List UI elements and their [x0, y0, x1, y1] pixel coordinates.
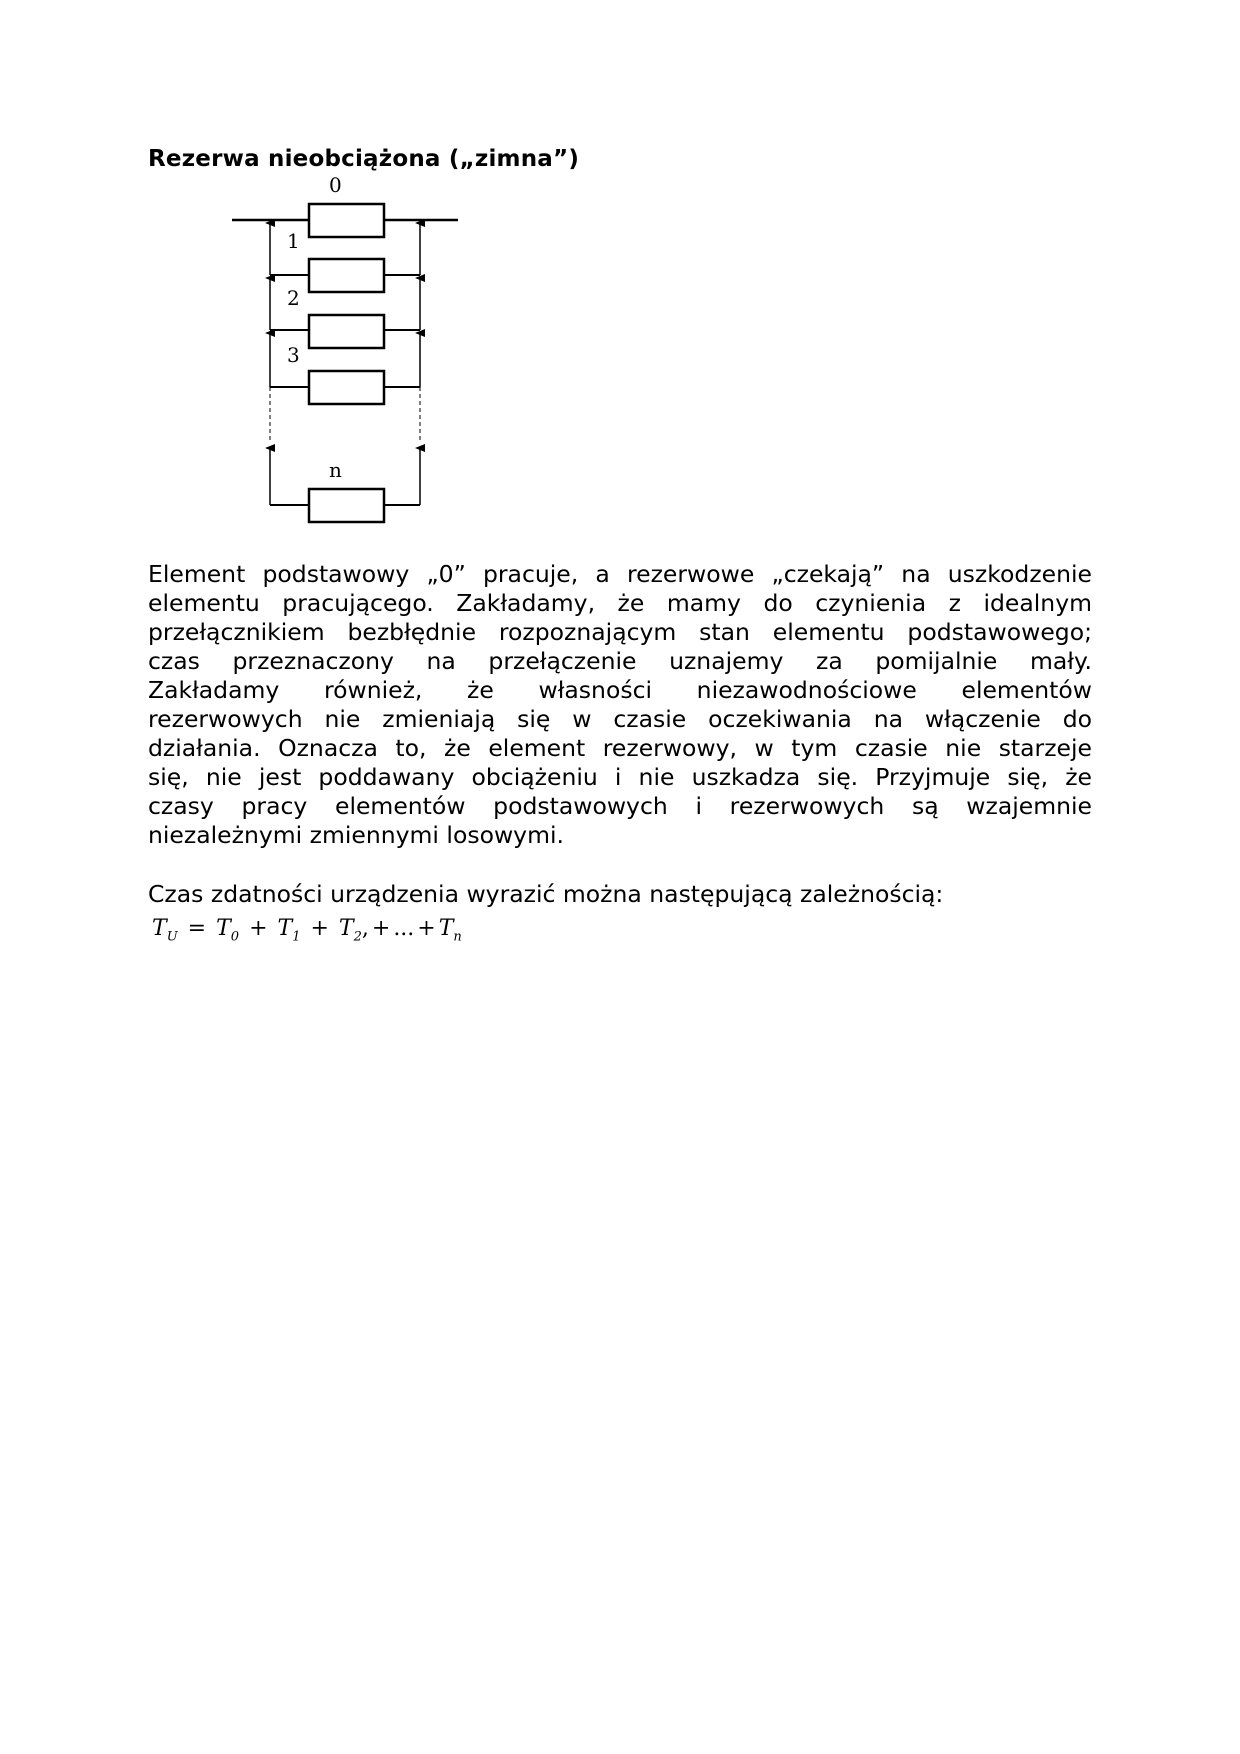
- formula-lhs: T: [152, 916, 167, 941]
- paragraph-line: niezależnymi zmiennymi losowymi.: [148, 821, 564, 849]
- description-paragraph: [148, 560, 1092, 850]
- formula-term: T: [277, 916, 293, 941]
- formula-lhs-sub: U: [166, 929, 178, 945]
- formula: [152, 916, 462, 944]
- paragraph-line: rezerwowych nie zmieniają się w czasie oczekiwania na włączenie do: [148, 705, 1092, 733]
- paragraph-line: Element podstawowy „0” pracuje, a rezerwowe „czekają” na uszkodzenie: [148, 560, 1092, 588]
- paragraph-line: czasy pracy elementów podstawowych i rezerwowych są wzajemnie: [148, 792, 1092, 820]
- paragraph-line: Zakładamy również, że własności niezawodnościowe elementów: [148, 676, 1092, 704]
- formula-term-sub: 2: [353, 929, 362, 945]
- element-n: [309, 489, 384, 522]
- label-0: 0: [329, 173, 342, 197]
- formula-term-sub: 0: [230, 929, 240, 945]
- formula-plus: +: [249, 916, 268, 941]
- formula-plus: +: [310, 916, 329, 941]
- label-n: n: [329, 458, 342, 482]
- formula-term-sub: n: [453, 929, 462, 945]
- cold-standby-diagram: [225, 170, 470, 535]
- paragraph-line: działania. Oznacza to, że element rezerwowy, w tym czasie nie starzeje: [148, 734, 1092, 762]
- formula-term: T: [438, 916, 454, 941]
- element-1: [309, 259, 384, 292]
- formula-plus: +: [371, 916, 391, 941]
- element-0: [309, 204, 384, 237]
- paragraph-line: się, nie jest poddawany obciążeniu i nie uszkadza się. Przyjmuje się, że: [148, 763, 1092, 791]
- formula-comma: ,: [361, 916, 369, 941]
- label-1: 1: [287, 229, 300, 253]
- formula-term: T: [216, 916, 231, 941]
- page-title: Rezerwa nieobciążona („zimna”): [148, 146, 580, 172]
- label-3: 3: [287, 343, 300, 367]
- element-3: [309, 371, 384, 404]
- paragraph-line: przełącznikiem bezbłędnie rozpoznającym stan elementu podstawowego;: [148, 618, 1092, 646]
- formula-plus: +: [417, 916, 436, 941]
- element-2: [309, 315, 384, 348]
- formula-ellipsis: ...: [393, 916, 415, 941]
- formula-eq: =: [187, 916, 207, 941]
- formula-intro: Czas zdatności urządzenia wyrazić można następującą zależnością:: [148, 880, 944, 908]
- formula-term: T: [338, 916, 354, 941]
- formula-term-sub: 1: [292, 929, 301, 945]
- paragraph-line: czas przeznaczony na przełączenie uznajemy za pomijalnie mały.: [148, 647, 1092, 675]
- paragraph-line: elementu pracującego. Zakładamy, że mamy do czynienia z idealnym: [148, 589, 1092, 617]
- label-2: 2: [287, 286, 300, 310]
